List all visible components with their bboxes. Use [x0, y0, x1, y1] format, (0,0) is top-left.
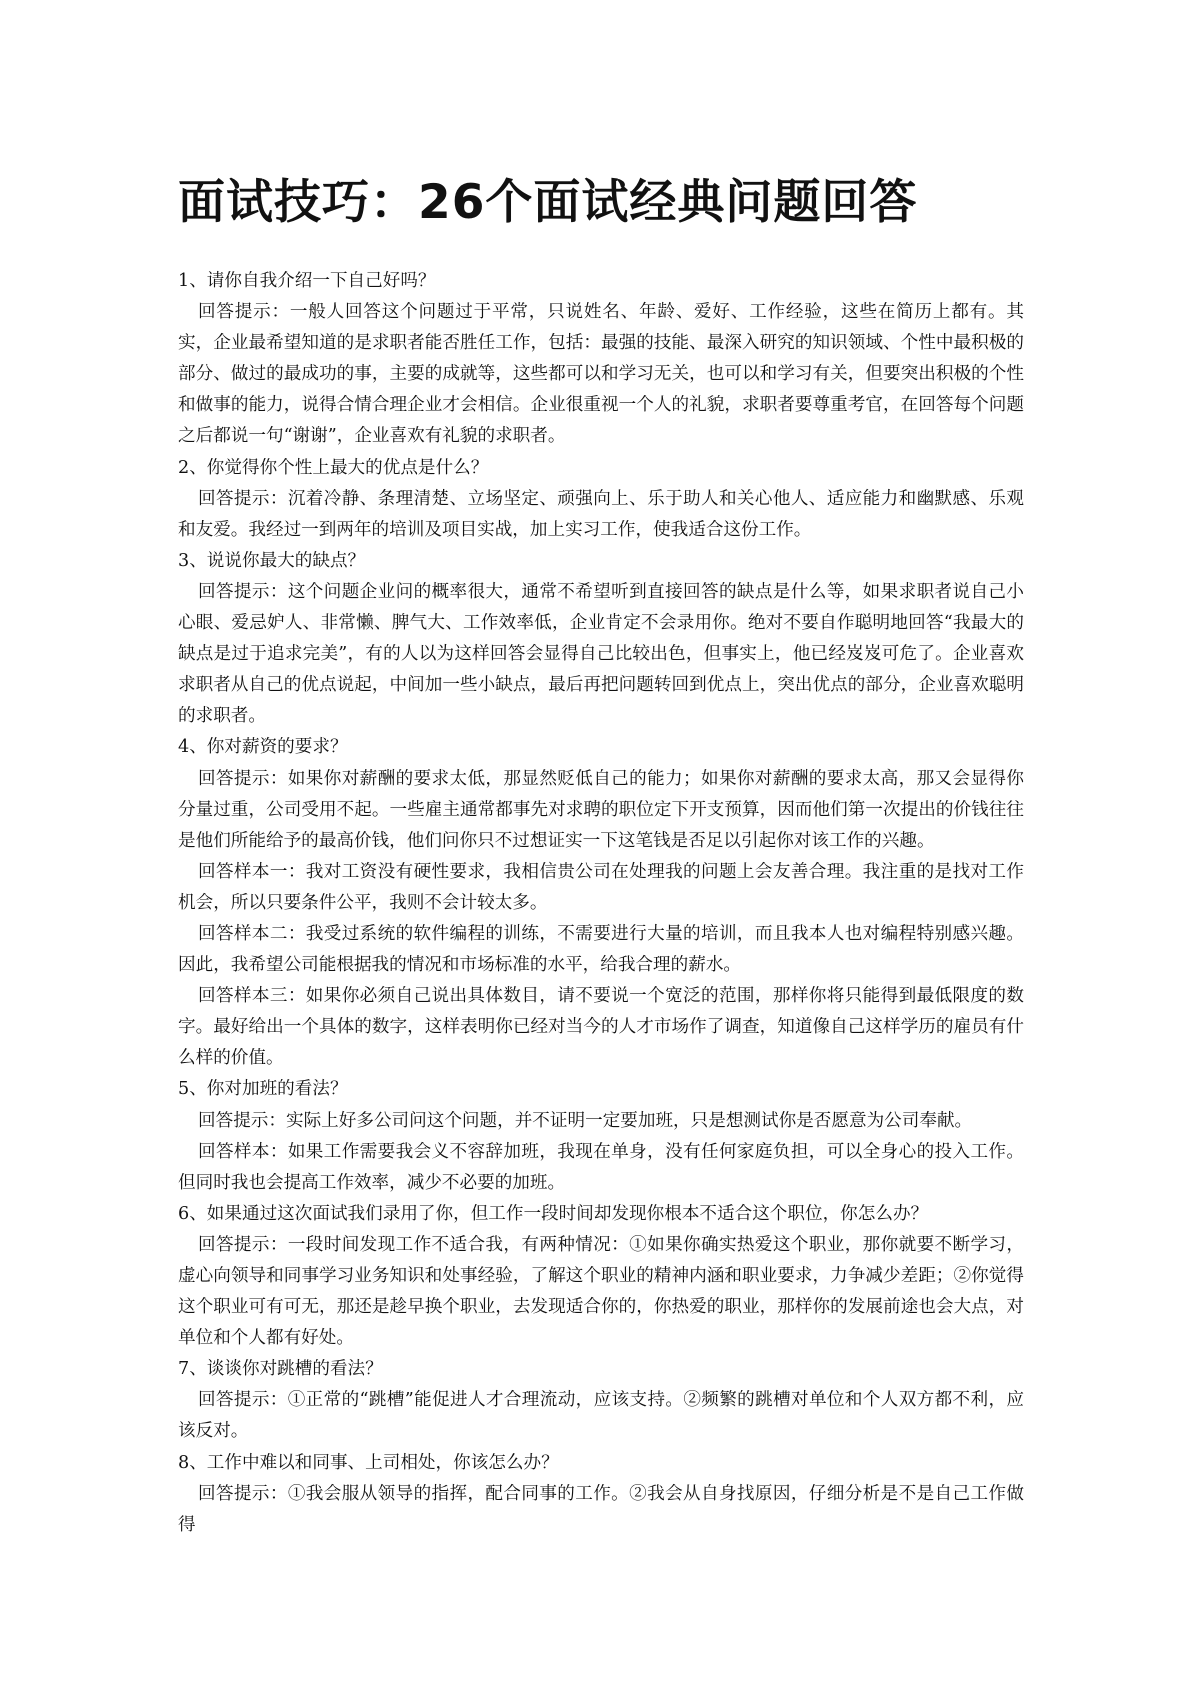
document-body — [178, 266, 1024, 1541]
answer-4-sample-2: 回答样本二：我受过系统的软件编程的训练，不需要进行大量的培训，而且我本人也对编程特别感兴趣。因此，我希望公司能根据我的情况和市场标准的水平，给我合理的薪水。 — [178, 923, 1024, 976]
answer-7-hint: 回答提示：①正常的“跳槽”能促进人才合理流动，应该支持。②频繁的跳槽对单位和个人双方都不利，应该反对。 — [178, 1390, 1024, 1442]
question-1: 1、请你自我介绍一下自己好吗？ — [178, 271, 436, 291]
answer-4-sample-3: 回答样本三：如果你必须自己说出具体数目，请不要说一个宽泛的范围，那样你将只能得到最低限度的数字。最好给出一个具体的数字，这样表明你已经对当今的人才市场作了调查，知道像自己这样学历的雇员有什么样的价值。 — [178, 986, 1024, 1069]
answer-4-hint: 回答提示：如果你对薪酬的要求太低，那显然贬低自己的能力；如果你对薪酬的要求太高，那又会显得你分量过重，公司受用不起。一些雇主通常都事先对求聘的职位定下开支预算，因而他们第一次提出的价钱往往是他们所能给予的最高价钱，他们问你只不过想证实一下这笔钱是否足以引起你对该工作的兴趣。 — [178, 768, 1024, 851]
question-4: 4、你对薪资的要求？ — [178, 737, 348, 758]
answer-5-hint: 回答提示：实际上好多公司问这个问题，并不证明一定要加班，只是想测试你是否愿意为公司奉献。 — [198, 1110, 973, 1131]
question-3: 3、说说你最大的缺点？ — [178, 550, 366, 571]
question-6: 6、如果通过这次面试我们录用了你，但工作一段时间却发现你根本不适合这个职位，你怎么办？ — [178, 1203, 929, 1224]
answer-1-hint: 回答提示：一般人回答这个问题过于平常，只说姓名、年龄、爱好、工作经验，这些在简历上都有。其实，企业最希望知道的是求职者能否胜任工作，包括：最强的技能、最深入研究的知识领域、个性中最积极的部分、做过的最成功的事，主要的成就等，这些都可以和学习无关，也可以和学习有关，但要突出积极的个性和做事的能力，说得合情合理企业才会相信。企业很重视一个人的礼貌，求职者要尊重考官，在回答每个问题之后都说一句“谢谢”，企业喜欢有礼貌的求职者。 — [178, 302, 1024, 447]
question-8: 8、工作中难以和同事、上司相处，你该怎么办？ — [178, 1452, 559, 1473]
answer-3-hint: 回答提示：这个问题企业问的概率很大，通常不希望听到直接回答的缺点是什么等，如果求职者说自己小心眼、爱忌妒人、非常懒、脾气大、工作效率低，企业肯定不会录用你。绝对不要自作聪明地回答“我最大的缺点是过于追求完美”，有的人以为这样回答会显得自己比较出色，但事实上，他已经岌岌可危了。企业喜欢求职者从自己的优点说起，中间加一些小缺点，最后再把问题转回到优点上，突出优点的部分，企业喜欢聪明的求职者。 — [178, 581, 1024, 727]
page-title: 面试技巧：26个面试经典问题回答 — [178, 175, 918, 230]
question-5: 5、你对加班的看法？ — [178, 1079, 348, 1100]
question-2: 2、你觉得你个性上最大的优点是什么？ — [178, 457, 489, 478]
question-7: 7、谈谈你对跳槽的看法？ — [178, 1359, 383, 1380]
answer-5-sample: 回答样本：如果工作需要我会义不容辞加班，我现在单身，没有任何家庭负担，可以全身心的投入工作。但同时我也会提高工作效率，减少不必要的加班。 — [178, 1141, 1024, 1193]
answer-4-sample-1: 回答样本一：我对工资没有硬性要求，我相信贵公司在处理我的问题上会友善合理。我注重的是找对工作机会，所以只要条件公平，我则不会计较太多。 — [178, 861, 1024, 913]
answer-8-hint: 回答提示：①我会服从领导的指挥，配合同事的工作。②我会从自身找原因，仔细分析是不是自己工作做得 — [178, 1483, 1024, 1535]
answer-2-hint: 回答提示：沉着冷静、条理清楚、立场坚定、顽强向上、乐于助人和关心他人、适应能力和幽默感、乐观和友爱。我经过一到两年的培训及项目实战，加上实习工作，使我适合这份工作。 — [178, 488, 1024, 540]
answer-6-hint: 回答提示：一段时间发现工作不适合我，有两种情况：①如果你确实热爱这个职业，那你就要不断学习，虚心向领导和同事学习业务知识和处事经验，了解这个职业的精神内涵和职业要求，力争减少差距；②你觉得这个职业可有可无，那还是趁早换个职业，去发现适合你的，你热爱的职业，那样你的发展前途也会大点，对单位和个人都有好处。 — [178, 1234, 1024, 1349]
